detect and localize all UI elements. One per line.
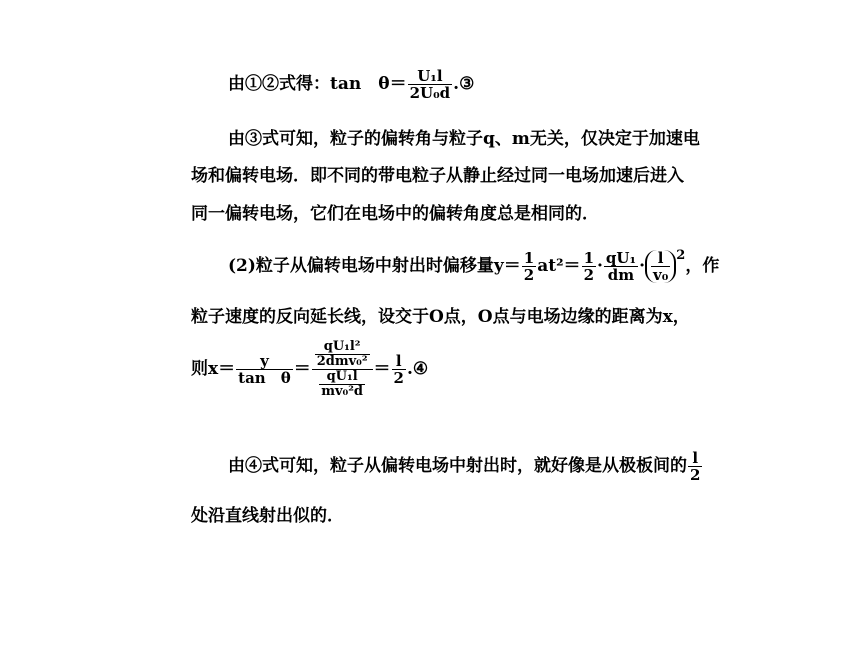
inner-bottom-num: qU₁l <box>319 370 365 385</box>
eq3-suffix: .③ <box>453 74 475 94</box>
compound-fraction <box>312 340 373 399</box>
dot-1: · <box>597 256 603 276</box>
half-den-1: 2 <box>523 266 535 284</box>
half-num-2: 1 <box>583 249 594 267</box>
parenthesis-group <box>645 250 676 283</box>
half-plate-den: 2 <box>690 466 701 484</box>
y-num: y <box>236 353 293 370</box>
eq3-denominator: 2U₀d <box>409 84 451 102</box>
tan-den: tan θ <box>238 369 291 387</box>
l2-den: 2 <box>393 369 404 387</box>
v0-den: v₀ <box>652 266 669 284</box>
paragraph-line-3: 场和偏转电场．即不同的带电粒子从静止经过同一电场加速后进入 <box>191 166 684 186</box>
half-fraction-1 <box>522 250 536 283</box>
compound-denominator <box>312 370 373 399</box>
square-exponent: 2 <box>676 248 686 263</box>
equation-4-line <box>191 340 428 399</box>
half-plate-num: l <box>688 450 702 467</box>
paragraph-line-6: 粒子速度的反向延长线，设交于O点，O点与电场边缘的距离为x， <box>191 307 690 327</box>
offset-suffix: ，作 <box>685 256 720 276</box>
paragraph-line-2: 由③式可知，粒子的偏转角与粒子q、m无关，仅决定于加速电 <box>228 129 700 149</box>
paragraph-line-9: 处沿直线射出似的． <box>191 506 344 526</box>
inner-top-fraction <box>315 340 370 369</box>
qu-dm-fraction <box>604 250 638 283</box>
qu-num: qU₁ <box>605 249 637 267</box>
eq3-numerator: U₁l <box>408 68 453 85</box>
inner-bottom-fraction <box>319 370 365 399</box>
offset-prefix: (2)粒子从偏转电场中射出时偏移量y＝ <box>228 256 521 276</box>
eq3-prefix: 由①②式得：tan θ＝ <box>228 74 407 94</box>
conclusion-prefix: 由④式可知，粒子从偏转电场中射出时，就好像是从极板间的 <box>228 456 687 476</box>
l2-num: l <box>392 353 406 370</box>
eq4-prefix: 则x＝ <box>191 359 236 379</box>
eq4-equals-2: ＝ <box>373 359 391 379</box>
half-plate-fraction <box>688 450 702 483</box>
paragraph-line-4: 同一偏转电场，它们在电场中的偏转角度总是相同的． <box>191 204 599 224</box>
eq4-equals-1: ＝ <box>293 359 311 379</box>
eq4-suffix: .④ <box>406 359 429 379</box>
paragraph-line-8 <box>228 450 703 483</box>
inner-bottom-den: mv₀²d <box>321 384 364 399</box>
compound-numerator <box>312 340 373 370</box>
inner-top-num: qU₁l² <box>315 340 370 355</box>
half-fraction-2 <box>582 250 596 283</box>
l-v0-fraction <box>651 250 670 283</box>
offset-mid: at²＝ <box>537 256 581 276</box>
y-over-tan-fraction <box>236 353 293 386</box>
l-num: l <box>651 250 670 267</box>
l-over-2-fraction <box>392 353 406 386</box>
dm-den: dm <box>607 266 635 284</box>
dot-2: · <box>639 256 645 276</box>
inner-top-den: 2dmv₀² <box>316 354 368 369</box>
half-num-1: 1 <box>523 249 535 267</box>
equation-3-line <box>228 68 474 101</box>
offset-equation-line <box>228 250 719 283</box>
eq3-fraction <box>408 68 453 101</box>
half-den-2: 2 <box>583 266 594 284</box>
